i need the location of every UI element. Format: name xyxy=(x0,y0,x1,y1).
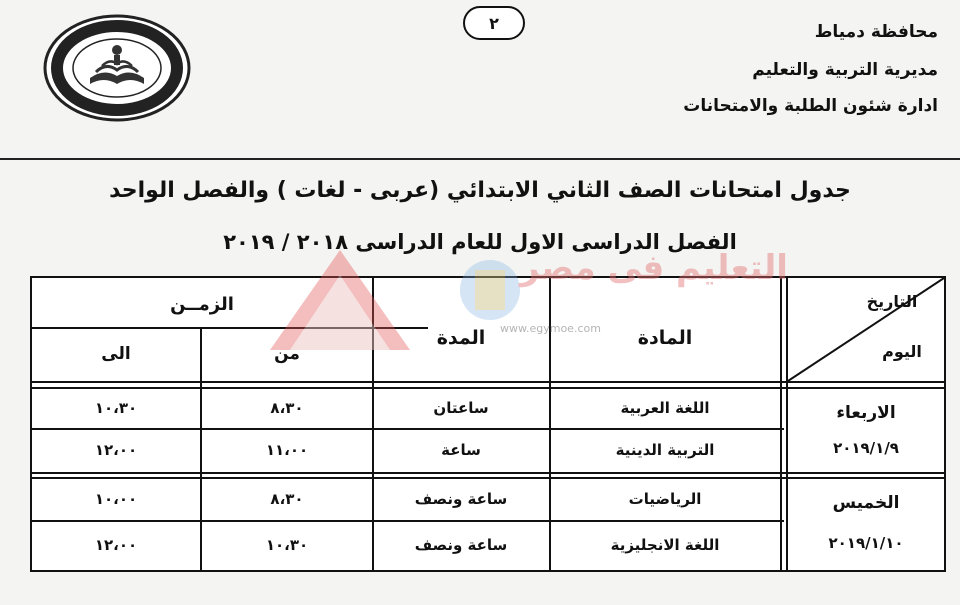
watermark-text: التعليم فى مصر xyxy=(520,248,788,288)
duration-cell: ساعة xyxy=(441,441,481,459)
subject-cell: اللغة الانجليزية xyxy=(610,536,720,554)
col-divider-subject-day xyxy=(780,278,782,570)
from-cell: ٨،٣٠ xyxy=(270,399,304,417)
time-header: الزمــن xyxy=(170,293,234,315)
to-cell: ١٢،٠٠ xyxy=(94,536,138,554)
page-number: ٢ xyxy=(463,6,525,40)
to-header: الى xyxy=(101,344,131,364)
header-divider xyxy=(0,158,960,160)
subject-header: المادة xyxy=(637,327,693,349)
group-divider xyxy=(32,472,944,474)
from-cell: ١١،٠٠ xyxy=(265,441,309,459)
time-header-divider xyxy=(32,327,428,329)
day-cell: الخميس xyxy=(832,493,900,513)
governorate-label: محافظة دمياط xyxy=(814,22,938,42)
date-cell: ٢٠١٩/١/١٠ xyxy=(828,534,904,552)
date-header: التاريخ xyxy=(866,291,918,311)
watermark-url: www.egymoe.com xyxy=(500,322,601,335)
subject-cell: الرياضيات xyxy=(628,490,702,508)
document-title: جدول امتحانات الصف الثاني الابتدائي (عربى - لغات ) والفصل الواحد xyxy=(109,178,851,203)
duration-cell: ساعة ونصف xyxy=(414,490,508,508)
duration-cell: ساعة ونصف xyxy=(414,536,508,554)
subject-cell: التربية الدينية xyxy=(615,441,715,459)
document-subtitle: الفصل الدراسى الاول للعام الدراسى ٢٠١٨ / ٢٠١٩ xyxy=(223,230,737,254)
from-cell: ١٠،٣٠ xyxy=(265,536,309,554)
to-cell: ١٠،٠٠ xyxy=(94,490,138,508)
from-header: من xyxy=(274,344,300,364)
directorate-logo xyxy=(42,12,192,124)
day-cell: الاربعاء xyxy=(836,403,896,423)
header-bottom-line xyxy=(32,381,944,383)
department-label: ادارة شئون الطلبة والامتحانات xyxy=(683,96,938,116)
exam-schedule-table xyxy=(30,276,946,572)
from-cell: ٨،٣٠ xyxy=(270,490,304,508)
date-cell: ٢٠١٩/١/٩ xyxy=(833,439,899,457)
duration-header: المدة xyxy=(436,327,486,349)
to-cell: ١٠،٣٠ xyxy=(94,399,138,417)
duration-cell: ساعتان xyxy=(433,399,489,417)
directorate-label: مديرية التربية والتعليم xyxy=(752,60,938,80)
subject-cell: اللغة العربية xyxy=(620,399,710,417)
to-cell: ١٢،٠٠ xyxy=(94,441,138,459)
day-header: اليوم xyxy=(882,341,922,361)
